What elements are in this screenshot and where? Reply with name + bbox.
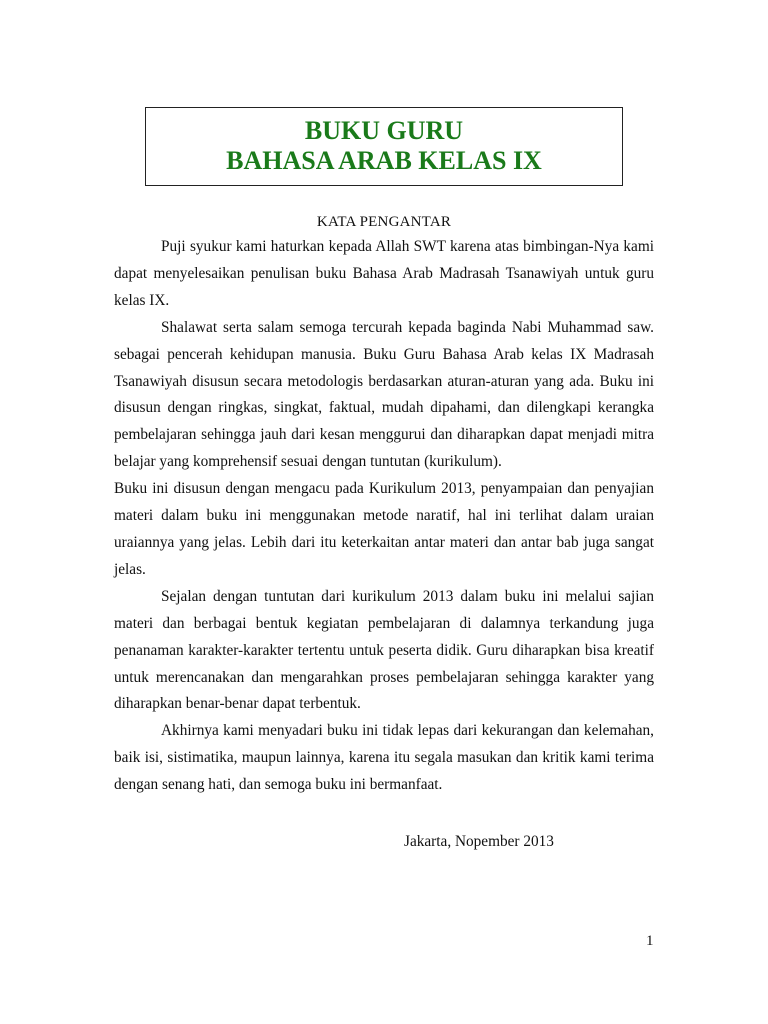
signoff-place-date: Jakarta, Nopember 2013 [404, 833, 554, 850]
paragraph-5: Akhirnya kami menyadari buku ini tidak lepas dari kekurangan dan kelemahan, baik isi, sistimatika, maupun lainnya, karena itu segala masukan dan kritik kami terima dengan senang hati, dan semoga buku ini bermanfaat. [114, 722, 654, 794]
paragraph-3: Buku ini disusun dengan mengacu pada Kurikulum 2013, penyampaian dan penyajian materi dalam buku ini menggunakan metode naratif, hal ini terlihat dalam uraian uraiannya yang jelas. Lebih dari itu keterkaitan antar materi dan antar bab juga sangat jelas. [114, 480, 654, 578]
book-title: BUKU GURU [304, 116, 464, 145]
section-heading: KATA PENGANTAR [316, 214, 452, 230]
paragraph-2: Shalawat serta salam semoga tercurah kepada baginda Nabi Muhammad saw. sebagai pencerah kehidupan manusia. Buku Guru Bahasa Arab kelas IX Madrasah Tsanawiyah disusun secara metodologis berdasarkan aturan-aturan yang ada. Buku ini disusun dengan ringkas, singkat, faktual, mudah dipahami, dan dilengkapi kerangka pembelajaran sehingga jauh dari kesan menggurui dan diharapkan dapat menjadi mitra belajar yang komprehensif sesuai dengan tuntutan (kurikulum). [114, 318, 654, 471]
paragraph-4: Sejalan dengan tuntutan dari kurikulum 2013 dalam buku ini melalui sajian materi dan berbagai bentuk kegiatan pembelajaran di dalamnya terkandung juga penanaman karakter-karakter tertentu untuk peserta didik. Guru diharapkan bisa kreatif untuk merencanakan dan mengarahkan proses pembelajaran sehingga karakter yang diharapkan benar-benar dapat terbentuk. [114, 587, 654, 713]
paragraph-1: Puji syukur kami haturkan kepada Allah SWT karena atas bimbingan-Nya kami dapat menyelesaikan penulisan buku Bahasa Arab Madrasah Tsanawiyah untuk guru kelas IX. [114, 238, 654, 309]
book-subtitle: BAHASA ARAB KELAS IX [226, 146, 542, 175]
body-text [114, 234, 654, 799]
page-number: 1 [646, 933, 654, 949]
title-box [145, 107, 623, 186]
